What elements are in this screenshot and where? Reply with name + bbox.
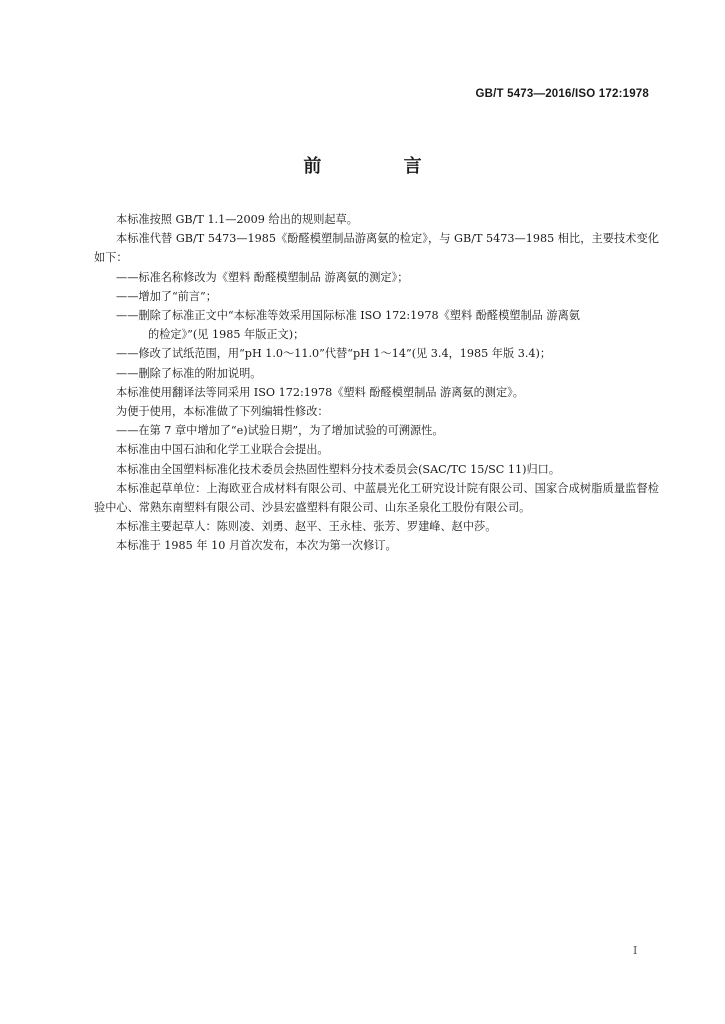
change-item-ph-range: ——修改了试纸范围，用“pH 1.0～11.0”代替“pH 1～14”(见 3.4，1985 年版 3.4)； bbox=[116, 347, 552, 361]
editorial-item-test-date: ——在第 7 章中增加了“e)试验日期”，为了增加试验的可溯源性。 bbox=[116, 424, 444, 438]
change-item-delete-iso-reference-cont: 的检定》”(见 1985 年版正文)； bbox=[148, 328, 305, 342]
change-item-delete-iso-reference: ——删除了标准正文中“本标准等效采用国际标准 ISO 172:1978《塑料 酚醛模塑制品 游离氨 bbox=[116, 309, 580, 323]
foreword-body bbox=[94, 210, 659, 556]
change-item-delete-notes: ——删除了标准的附加说明。 bbox=[116, 366, 262, 380]
change-item-title: ——标准名称修改为《塑料 酚醛模塑制品 游离氨的测定》； bbox=[116, 270, 409, 284]
paragraph-drafting-units: 本标准起草单位：上海欧亚合成材料有限公司、中蓝晨光化工研究设计院有限公司、国家合成树脂质量监督检验中心、常熟东南塑料有限公司、沙县宏盛塑料有限公司、山东圣泉化工股份有限公司。 bbox=[94, 481, 659, 515]
paragraph-editorial-changes: 为便于使用，本标准做了下列编辑性修改： bbox=[116, 405, 329, 419]
page-title: 前 言 bbox=[303, 156, 460, 177]
paragraph-centralized-by: 本标准由全国塑料标准化技术委员会热固性塑料分技术委员会(SAC/TC 15/SC 11)归口。 bbox=[116, 462, 561, 476]
paragraph-drafters: 本标准主要起草人：陈则凌、刘勇、赵平、王永桂、张芳、罗建峰、赵中莎。 bbox=[116, 520, 497, 534]
paragraph-translation-method: 本标准使用翻译法等同采用 ISO 172:1978《塑料 酚醛模塑制品 游离氨的测定》。 bbox=[116, 385, 524, 399]
paragraph-release-history: 本标准于 1985 年 10 月首次发布，本次为第一次修订。 bbox=[116, 539, 397, 553]
paragraph-drafting-rules: 本标准按照 GB/T 1.1—2009 给出的规则起草。 bbox=[116, 213, 358, 226]
page-number: I bbox=[633, 944, 638, 957]
standard-code-header: GB/T 5473—2016/ISO 172:1978 bbox=[475, 88, 649, 100]
change-item-foreword: ——增加了“前言”； bbox=[116, 289, 217, 303]
paragraph-proposed-by: 本标准由中国石油和化学工业联合会提出。 bbox=[116, 443, 329, 457]
paragraph-replacement: 本标准代替 GB/T 5473—1985《酚醛模塑制品游离氨的检定》，与 GB/T 5473—1985 相比，主要技术变化如下： bbox=[94, 232, 659, 265]
